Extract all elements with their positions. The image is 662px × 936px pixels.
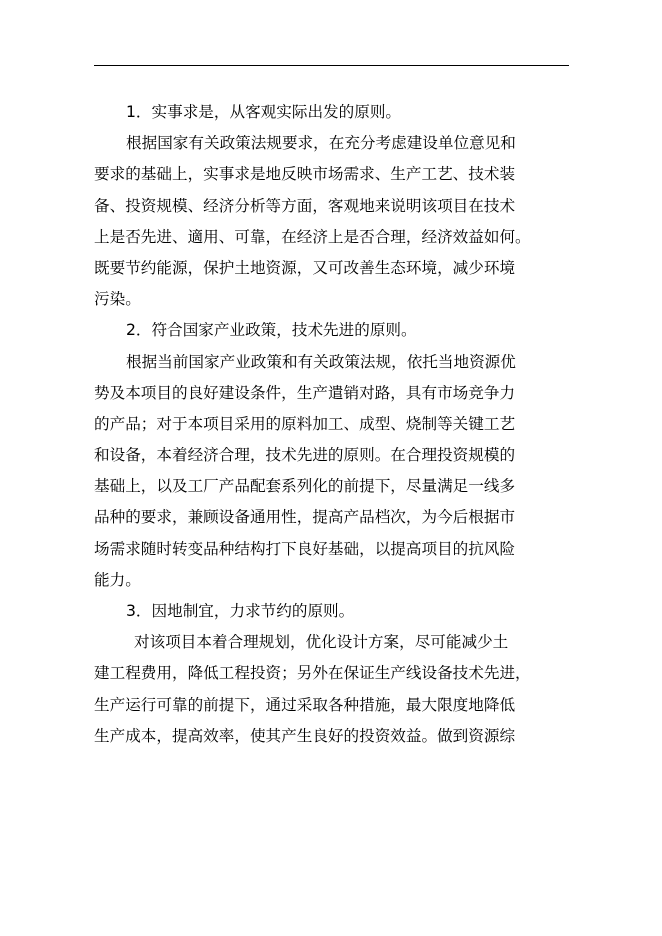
body-text [94, 97, 572, 752]
section-heading-2: 2．符合国家产业政策，技术先进的原则。 [126, 321, 417, 340]
paragraph-line: 备、投资规模、经济分析等方面，客观地来说明该项目在技术 [94, 196, 516, 215]
section-heading-1: 1．实事求是，从客观实际出发的原则。 [126, 103, 402, 121]
paragraph-line: 品种的要求，兼顾设备通用性，提高产品档次，为今后根据市 [94, 508, 516, 527]
paragraph-line: 能力。 [94, 570, 141, 589]
paragraph-line: 根据当前国家产业政策和有关政策法规，依托当地资源优 [126, 352, 516, 371]
paragraph-line: 的产品；对于本项目采用的原料加工、成型、烧制等关键工艺 [94, 414, 516, 433]
paragraph-line: 场需求随时转变品种结构打下良好基础，以提高项目的抗风险 [94, 539, 516, 558]
paragraph-line: 建工程费用，降低工程投资；另外在保证生产线设备技术先进， [94, 664, 531, 683]
section-heading-3: 3．因地制宜，力求节约的原则。 [126, 602, 355, 620]
header-rule [94, 65, 569, 66]
paragraph-line: 势及本项目的良好建设条件，生产遣销对路，具有市场竞争力 [94, 383, 516, 402]
paragraph-line: 生产运行可靠的前提下，通过采取各种措施，最大限度地降低 [94, 695, 516, 714]
paragraph-line: 既要节约能源，保护土地资源，又可改善生态环境，减少环境 [94, 258, 516, 277]
paragraph-line: 和设备，本着经济合理，技术先进的原则。在合理投资规模的 [94, 446, 516, 465]
paragraph-line: 基础上，以及工厂产品配套系列化的前提下，尽量满足一线多 [94, 477, 516, 496]
paragraph-line: 要求的基础上，实事求是地反映市场需求、生产工艺、技术装 [94, 165, 516, 184]
paragraph-line: 污染。 [94, 290, 141, 309]
paragraph-line: 对该项目本着合理规划，优化设计方案，尽可能减少土 [134, 633, 509, 652]
paragraph-line: 上是否先进、適用、可靠，在经济上是否合理，经济效益如何。 [94, 227, 531, 246]
paragraph-line: 生产成本，提高效率，使其产生良好的投资效益。做到资源综 [94, 726, 516, 745]
paragraph-line: 根据国家有关政策法规要求，在充分考虑建设单位意见和 [126, 134, 516, 153]
